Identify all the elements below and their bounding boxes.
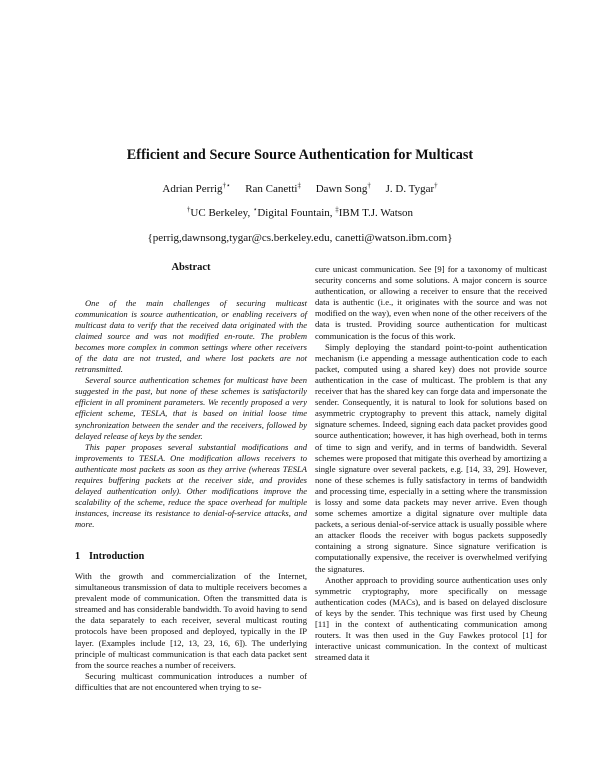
introduction-body xyxy=(75,571,307,693)
section-heading-introduction xyxy=(75,551,307,562)
intro-paragraph-2: Securing multicast communication introduces a number of difficulties that are not encountered when trying to se- xyxy=(75,670,307,692)
author-emails: {perrig,dawnsong,tygar@cs.berkeley.edu, canetti@watson.ibm.com} xyxy=(147,232,453,244)
affiliation-2: ⋆Digital Fountain, xyxy=(252,205,333,219)
right-paragraph-1: cure unicast communication. See [9] for a taxonomy of multicast security concerns and some solutions. A major concern is source authentication, or allowing a receiver to ensure that the received data is authentic (i.e., it originates with the source and was not modified on the way), even when none of the other receivers of the data is trusted. Providing source authentication for multicast communication is the focus of this work. xyxy=(315,264,547,341)
paper-title: Efficient and Secure Source Authentication for Multicast xyxy=(126,147,474,163)
author-4: J. D. Tygar† xyxy=(385,181,438,195)
section-title: Introduction xyxy=(89,550,145,562)
right-column xyxy=(315,264,547,663)
abstract-body xyxy=(75,298,307,530)
section-number: 1 xyxy=(75,550,81,562)
abstract-paragraph-1: One of the main challenges of securing multicast communication is source authentication, or enabling receivers of multicast data to verify that the received data originated with the claimed source and was not modified en-route. The problem becomes more complex in common settings where other receivers of the data are not trusted, and where lost packets are not retransmitted. xyxy=(75,298,307,375)
author-list xyxy=(0,183,600,195)
right-paragraph-3: Another approach to providing source authentication uses only symmetric cryptography, more specifically on message authentication codes (MACs), and is based on delayed disclosure of keys by the sender. This technique was first used by Cheung [11] in the context of authenticating communication among routers. It was then used in the Guy Fawkes protocol [1] for interactive unicast communication. In the context of multicast streamed data it xyxy=(315,574,547,663)
affiliation-1: †UC Berkeley, xyxy=(186,205,251,219)
left-column xyxy=(75,262,307,693)
author-1: Adrian Perrig†⋆ xyxy=(162,181,231,195)
affiliation-3: ‡IBM T.J. Watson xyxy=(335,205,414,219)
author-3: Dawn Song† xyxy=(315,181,371,195)
author-2: Ran Canetti‡ xyxy=(245,181,301,195)
intro-paragraph-1: With the growth and commercialization of the Internet, simultaneous transmission of data to multiple receivers becomes a prevalent mode of communication. Often the transmitted data is streamed and has considerable bandwidth. To avoid having to send the data separately to each receiver, several multicast routing protocols have been proposed and deployed, typically in the IP layer. (Examples include [12, 13, 23, 16, 6]). The underlying principle of multicast communication is that each data packet sent from the source reaches a number of receivers. xyxy=(75,570,307,670)
affiliations xyxy=(0,207,600,219)
right-paragraph-2: Simply deploying the standard point-to-point authentication mechanism (i.e appending a message authentication code to each packet, computed using a shared key) does not provide source authentication in the case of multicast. The problem is that any receiver that has the shared key can forge data and impersonate the sender. Consequently, it is natural to look for solutions based on asymmetric cryptography to prevent this attack, namely digital signature schemes. Indeed, signing each data packet provides good source authentication; however, it has high overhead, both in terms of time to sign and verify, and in terms of bandwidth. Several schemes were proposed that mitigate this overhead by amortizing a single signature over several packets, e.g. [14, 33, 29]. However, none of these schemes is fully satisfactory in terms of bandwidth and processing time, especially in a setting where the transmission is lossy and some data packets may never arrive. Even though some schemes amortize a digital signature over multiple data packets, a serious denial-of-service attack is usually possible where an attacker floods the receiver with bogus packets supposedly containing a strong signature. Since signature verification is computationally expensive, the receiver is overwhelmed verifying the signatures. xyxy=(315,341,547,574)
abstract-heading: Abstract xyxy=(171,262,211,273)
abstract-paragraph-2: Several source authentication schemes for multicast have been suggested in the past, but none of these schemes is satisfactorily efficient in all prominent parameters. We recently proposed a very efficient scheme, TESLA, that is based on initial loose time synchronization between the sender and the receivers, followed by delayed release of keys by the sender. xyxy=(75,375,307,441)
abstract-paragraph-3: This paper proposes several substantial modifications and improvements to TESLA. One modification allows receivers to authenticate most packets as soon as they arrive (whereas TESLA requires buffering packets at the receiver side, and provides delayed authentication only). Other modifications improve the scalability of the scheme, reduce the space overhead for multiple instances, increase its resistance to denial-of-service attacks, and more. xyxy=(75,441,307,529)
